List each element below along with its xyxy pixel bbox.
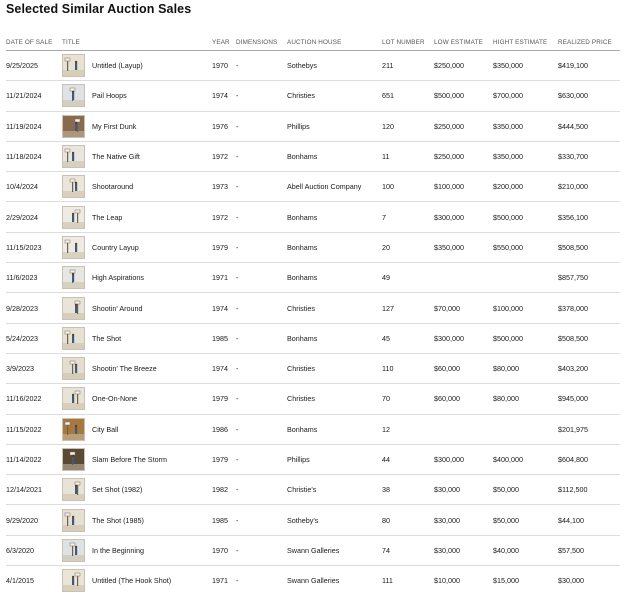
cell-realized-price: $630,000 <box>558 81 620 111</box>
cell-lot-number: 110 <box>382 353 434 383</box>
auction-sales-table <box>6 34 620 595</box>
cell-auction-house: Bonhams <box>287 323 382 353</box>
cell-low-estimate: $250,000 <box>434 51 493 81</box>
cell-high-estimate: $100,000 <box>493 293 558 323</box>
cell-lot-number: 38 <box>382 475 434 505</box>
cell-date-of-sale: 12/14/2021 <box>6 475 62 505</box>
cell-low-estimate: $250,000 <box>434 141 493 171</box>
cell-dimensions: - <box>236 353 287 383</box>
cell-low-estimate: $60,000 <box>434 353 493 383</box>
header-year: YEAR <box>212 34 236 51</box>
cell-title <box>62 353 212 383</box>
cell-low-estimate: $350,000 <box>434 232 493 262</box>
cell-dimensions: - <box>236 444 287 474</box>
cell-dimensions: - <box>236 293 287 323</box>
artwork-title: Untitled (Layup) <box>92 61 143 71</box>
cell-low-estimate: $250,000 <box>434 111 493 141</box>
slam-storm-thumbnail <box>62 448 85 471</box>
cell-date-of-sale: 11/16/2022 <box>6 384 62 414</box>
cell-realized-price: $604,800 <box>558 444 620 474</box>
cell-year: 1972 <box>212 202 236 232</box>
cell-auction-house: Swann Galleries <box>287 576 340 586</box>
cell-title <box>62 202 212 232</box>
artwork-title: Shootin' Around <box>92 303 143 313</box>
artwork-title: My First Dunk <box>92 121 137 131</box>
cell-auction-house: Phillips <box>287 111 382 141</box>
cell-low-estimate <box>434 414 493 444</box>
cell-low-estimate: $30,000 <box>434 475 493 505</box>
cell-low-estimate: $30,000 <box>434 535 493 565</box>
cell-lot-number: 44 <box>382 444 434 474</box>
title-cell-content <box>62 387 212 410</box>
cell-auction-house: Bonhams <box>287 141 382 171</box>
header-high-estimate: HIGHT ESTIMATE <box>493 34 558 51</box>
cell-year: 1979 <box>212 444 236 474</box>
cell-date-of-sale: 3/9/2023 <box>6 353 62 383</box>
hook-shot-thumbnail <box>62 569 85 592</box>
cell-realized-price: $356,100 <box>558 202 620 232</box>
cell-year: 1971 <box>212 576 228 586</box>
cell-realized-price: $508,500 <box>558 232 620 262</box>
cell-low-estimate: $300,000 <box>434 202 493 232</box>
title-cell-content <box>62 357 212 380</box>
cell-lot-number: 80 <box>382 505 434 535</box>
cell-year: 1986 <box>212 414 236 444</box>
cell-high-estimate: $700,000 <box>493 81 558 111</box>
cell-low-estimate: $300,000 <box>434 323 493 353</box>
cell-low-estimate: $10,000 <box>434 576 460 586</box>
title-cell-content <box>62 509 212 532</box>
cell-auction-house: Christies <box>287 81 382 111</box>
artwork-title: Country Layup <box>92 242 139 252</box>
title-cell-content <box>62 418 212 441</box>
cell-title <box>62 51 212 81</box>
cell-auction-house: Sotheby's <box>287 505 382 535</box>
cell-title <box>62 232 212 262</box>
cell-lot-number: 211 <box>382 51 434 81</box>
cell-dimensions: - <box>236 535 287 565</box>
cell-dimensions: - <box>236 81 287 111</box>
the-shot-thumbnail <box>62 327 85 350</box>
cell-lot-number: 7 <box>382 202 434 232</box>
cell-lot-number: 100 <box>382 172 434 202</box>
cell-low-estimate: $30,000 <box>434 505 493 535</box>
title-cell-content <box>62 539 212 562</box>
header-realized-price: REALIZED PRICE <box>558 34 620 51</box>
cell-auction-house: Bonhams <box>287 414 382 444</box>
cell-lot-number: 11 <box>382 141 434 171</box>
artwork-title: In the Beginning <box>92 545 144 555</box>
table-header-row <box>6 34 620 51</box>
cell-high-estimate: $40,000 <box>493 535 558 565</box>
one-on-none-thumbnail <box>62 387 85 410</box>
cell-year: 1972 <box>212 141 236 171</box>
cell-date-of-sale: 11/15/2022 <box>6 414 62 444</box>
cell-lot-number: 120 <box>382 111 434 141</box>
cell-title <box>62 172 212 202</box>
title-cell-content <box>62 84 212 107</box>
first-dunk-thumbnail <box>62 115 85 138</box>
cell-date-of-sale: 11/19/2024 <box>6 111 62 141</box>
set-shot-thumbnail <box>62 478 85 501</box>
title-cell-content <box>62 448 212 471</box>
table-row <box>6 475 620 505</box>
cell-year: 1979 <box>212 232 236 262</box>
cell-auction-house: Phillips <box>287 444 382 474</box>
pail-hoops-thumbnail <box>62 84 85 107</box>
cell-realized-price: $403,200 <box>558 353 620 383</box>
header-low-estimate: LOW ESTIMATE <box>434 34 493 51</box>
cell-high-estimate: $50,000 <box>493 475 558 505</box>
artwork-title: The Leap <box>92 212 123 222</box>
table-row <box>6 263 620 293</box>
cell-high-estimate: $350,000 <box>493 111 558 141</box>
title-cell-content <box>62 236 212 259</box>
cell-auction-house: Bonhams <box>287 202 382 232</box>
cell-title <box>62 535 212 565</box>
cell-low-estimate: $300,000 <box>434 444 493 474</box>
header-dimensions: DIMENSIONS <box>236 34 287 51</box>
cell-high-estimate: $500,000 <box>493 323 558 353</box>
table-row <box>6 51 620 81</box>
cell-year: 1976 <box>212 111 236 141</box>
title-cell-content <box>62 569 212 592</box>
table-body <box>6 51 620 596</box>
title-cell-content <box>62 266 212 289</box>
cell-title <box>62 384 212 414</box>
header-auction-house: AUCTION HOUSE <box>287 34 382 51</box>
cell-realized-price: $112,500 <box>558 475 620 505</box>
title-cell-content <box>62 54 212 77</box>
cell-high-estimate <box>493 414 558 444</box>
cell-low-estimate: $60,000 <box>434 384 493 414</box>
page-title: Selected Similar Auction Sales <box>6 2 192 16</box>
cell-realized-price: $508,500 <box>558 323 620 353</box>
artwork-title: The Shot <box>92 333 122 343</box>
table-row <box>6 384 620 414</box>
cell-year: 1974 <box>212 353 236 383</box>
cell-date-of-sale: 11/18/2024 <box>6 141 62 171</box>
cell-low-estimate: $70,000 <box>434 293 493 323</box>
cell-title <box>62 505 212 535</box>
cell-dimensions: - <box>236 263 287 293</box>
cell-auction-house: Christies <box>287 293 382 323</box>
cell-lot-number: 127 <box>382 293 434 323</box>
cell-year: 1970 <box>212 535 236 565</box>
table-row <box>6 232 620 262</box>
cell-title <box>62 475 212 505</box>
cell-title <box>62 323 212 353</box>
header-lot-number: LOT NUMBER <box>382 34 434 51</box>
cell-realized-price: $857,750 <box>558 263 620 293</box>
cell-year: 1979 <box>212 384 236 414</box>
cell-year: 1974 <box>212 293 236 323</box>
cell-high-estimate: $15,000 <box>493 576 519 586</box>
cell-dimensions: - <box>236 51 287 81</box>
shootaround-thumbnail <box>62 175 85 198</box>
cell-dimensions: - <box>236 232 287 262</box>
cell-lot-number: 45 <box>382 323 434 353</box>
artwork-title: Untitled (The Hook Shot) <box>92 576 172 586</box>
cell-lot-number: 74 <box>382 535 434 565</box>
cell-year: 1985 <box>212 323 236 353</box>
cell-dimensions: - <box>236 505 287 535</box>
title-cell-content <box>62 175 212 198</box>
cell-date-of-sale: 9/28/2023 <box>6 293 62 323</box>
title-cell-content <box>62 206 212 229</box>
cell-realized-price: $330,700 <box>558 141 620 171</box>
country-layup-thumbnail <box>62 236 85 259</box>
title-cell-content <box>62 297 212 320</box>
cell-date-of-sale: 10/4/2024 <box>6 172 62 202</box>
table-row <box>6 293 620 323</box>
cell-realized-price: $30,000 <box>558 576 584 586</box>
cell-year: 1985 <box>212 505 236 535</box>
cell-date-of-sale: 9/29/2020 <box>6 505 62 535</box>
cell-auction-house: Abell Auction Company <box>287 172 382 202</box>
table-row <box>6 444 620 474</box>
cell-date-of-sale: 5/24/2023 <box>6 323 62 353</box>
cell-high-estimate: $50,000 <box>493 505 558 535</box>
artwork-title: Shootin' The Breeze <box>92 364 157 374</box>
table-row <box>6 353 620 383</box>
title-cell-content <box>62 145 212 168</box>
cell-high-estimate: $500,000 <box>493 202 558 232</box>
native-gift-thumbnail <box>62 145 85 168</box>
cell-realized-price: $201,975 <box>558 414 620 444</box>
cell-title <box>62 141 212 171</box>
cell-auction-house: Bonhams <box>287 263 382 293</box>
cell-dimensions: - <box>236 576 239 586</box>
header-date-of-sale: DATE OF SALE <box>6 34 62 51</box>
cell-title <box>62 293 212 323</box>
cell-realized-price: $57,500 <box>558 535 620 565</box>
cell-realized-price: $44,100 <box>558 505 620 535</box>
cell-title <box>62 263 212 293</box>
the-shot-1985-thumbnail <box>62 509 85 532</box>
cell-low-estimate: $500,000 <box>434 81 493 111</box>
cell-year: 1974 <box>212 81 236 111</box>
artwork-title: Shootaround <box>92 182 134 192</box>
high-aspirations-thumbnail <box>62 266 85 289</box>
cell-lot-number: 111 <box>382 576 393 586</box>
cell-auction-house: Bonhams <box>287 232 382 262</box>
table-row <box>6 111 620 141</box>
cell-title <box>62 111 212 141</box>
cell-lot-number: 49 <box>382 263 434 293</box>
in-the-beginning-thumbnail <box>62 539 85 562</box>
title-cell-content <box>62 327 212 350</box>
cell-year: 1970 <box>212 51 236 81</box>
cell-dimensions: - <box>236 475 287 505</box>
cell-title <box>62 444 212 474</box>
table-row <box>6 141 620 171</box>
table-row <box>6 566 620 596</box>
cell-realized-price: $210,000 <box>558 172 620 202</box>
table-row <box>6 535 620 565</box>
cell-title <box>62 566 212 596</box>
cell-date-of-sale: 11/14/2022 <box>6 444 62 474</box>
artwork-title: Pail Hoops <box>92 91 127 101</box>
cell-dimensions: - <box>236 172 287 202</box>
cell-date-of-sale: 11/15/2023 <box>6 232 62 262</box>
table-row <box>6 505 620 535</box>
shootin-breeze-thumbnail <box>62 357 85 380</box>
cell-dimensions: - <box>236 141 287 171</box>
artwork-title: High Aspirations <box>92 273 144 283</box>
cell-realized-price: $419,100 <box>558 51 620 81</box>
cell-date-of-sale: 6/3/2020 <box>6 535 62 565</box>
cell-auction-house: Sothebys <box>287 51 382 81</box>
cell-lot-number: 651 <box>382 81 434 111</box>
artwork-title: Slam Before The Storm <box>92 455 167 464</box>
cell-dimensions: - <box>236 202 287 232</box>
artwork-title: City Ball <box>92 424 119 434</box>
artwork-title: The Shot (1985) <box>92 515 144 525</box>
cell-date-of-sale: 2/29/2024 <box>6 202 62 232</box>
cell-auction-house: Christies <box>287 353 382 383</box>
cell-dimensions: - <box>236 414 287 444</box>
layup-painting-thumbnail <box>62 54 85 77</box>
cell-auction-house: Christies <box>287 384 382 414</box>
cell-dimensions: - <box>236 323 287 353</box>
cell-lot-number: 20 <box>382 232 434 262</box>
cell-high-estimate: $200,000 <box>493 172 558 202</box>
cell-dimensions: - <box>236 384 287 414</box>
artwork-title: The Native Gift <box>92 152 140 162</box>
cell-date-of-sale: 9/25/2025 <box>6 51 62 81</box>
header-title: TITLE <box>62 34 212 51</box>
artwork-title: One-On-None <box>92 394 138 404</box>
city-ball-thumbnail <box>62 418 85 441</box>
cell-high-estimate: $350,000 <box>493 141 558 171</box>
cell-date-of-sale: 11/21/2024 <box>6 81 62 111</box>
title-cell-content <box>62 115 212 138</box>
cell-realized-price: $378,000 <box>558 293 620 323</box>
cell-high-estimate <box>493 263 558 293</box>
cell-year: 1982 <box>212 475 236 505</box>
cell-dimensions: - <box>236 111 287 141</box>
shootin-around-thumbnail <box>62 297 85 320</box>
cell-year: 1971 <box>212 263 236 293</box>
cell-auction-house: Swann Galleries <box>287 535 382 565</box>
table-row <box>6 81 620 111</box>
cell-title <box>62 81 212 111</box>
cell-high-estimate: $80,000 <box>493 353 558 383</box>
cell-title <box>62 414 212 444</box>
cell-low-estimate: $100,000 <box>434 172 493 202</box>
cell-realized-price: $444,500 <box>558 111 620 141</box>
title-cell-content <box>62 478 212 501</box>
cell-high-estimate: $350,000 <box>493 51 558 81</box>
cell-realized-price: $945,000 <box>558 384 620 414</box>
artwork-title: Set Shot (1982) <box>92 485 143 495</box>
cell-high-estimate: $80,000 <box>493 384 558 414</box>
leap-thumbnail <box>62 206 85 229</box>
cell-high-estimate: $550,000 <box>493 232 558 262</box>
cell-lot-number: 70 <box>382 384 434 414</box>
cell-lot-number: 12 <box>382 414 434 444</box>
table-row <box>6 202 620 232</box>
cell-date-of-sale: 11/6/2023 <box>6 263 62 293</box>
table-row <box>6 414 620 444</box>
table-row <box>6 172 620 202</box>
cell-auction-house: Christie's <box>287 475 382 505</box>
cell-date-of-sale: 4/1/2015 <box>6 576 34 586</box>
cell-year: 1973 <box>212 172 236 202</box>
cell-high-estimate: $400,000 <box>493 444 558 474</box>
cell-low-estimate <box>434 263 493 293</box>
table-row <box>6 323 620 353</box>
